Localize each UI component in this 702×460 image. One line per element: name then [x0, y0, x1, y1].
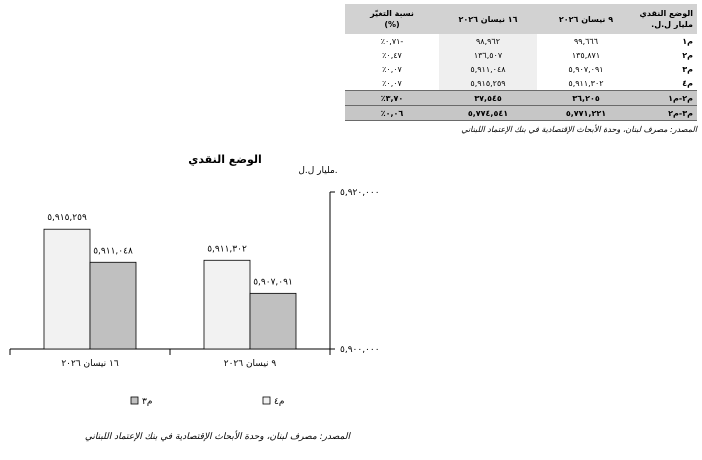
table-cell: ٥,٧٧١,٢٢١: [537, 106, 635, 121]
table-header: ٩ نيسان ٢٠٢٦: [537, 4, 635, 34]
table-cell: ٣٧,٥٤٥: [439, 91, 537, 106]
bar: [250, 293, 296, 349]
monetary-table: [345, 4, 697, 121]
table-cell: ٥,٩٠٧,٠٩١: [568, 64, 604, 74]
table-cell: م٢: [682, 50, 693, 60]
y-tick-label: ٥,٩٠٠,٠٠٠: [340, 345, 380, 355]
bar: [90, 262, 136, 349]
y-axis-label: مليار ل.ل.: [298, 166, 338, 176]
legend: [131, 397, 284, 407]
table-cell: ٥,٧٧٤,٥٤١: [439, 106, 537, 121]
table-cell: ٠,٠٧٪: [382, 78, 402, 88]
y-tick-label: ٥,٩٢٠,٠٠٠: [340, 188, 380, 198]
table-row: [345, 76, 697, 91]
table-cell: م٣-م٢: [635, 106, 697, 121]
table-cell: ٠,٠٧٪: [382, 64, 402, 74]
table-cell: م١: [682, 36, 693, 46]
table-cell: ١٣٥,٨٧١: [571, 50, 601, 60]
table-header: ١٦ نيسان ٢٠٢٦: [439, 4, 537, 34]
x-tick-label: ٩ نيسان ٢٠٢٦: [223, 359, 277, 369]
table-header: نسبة التغيّر (%): [345, 4, 439, 34]
data-label: ٥,٩١٥,٢٥٩: [47, 213, 87, 224]
table-row: [345, 62, 697, 76]
table-cell: -٠,٧١٪: [380, 36, 404, 46]
table-header-row: [345, 4, 697, 34]
table-cell: ١٣٦,٥٠٧: [439, 48, 537, 62]
table-row: [345, 48, 697, 62]
bar-chart: [0, 140, 702, 432]
table-cell: ٩٨,٩٦٢: [439, 34, 537, 48]
legend-swatch: [131, 397, 138, 404]
chart-title: الوضع النقدي: [188, 153, 262, 166]
table-cell: م٢-م١: [635, 91, 697, 106]
table-source-note: المصدر: مصرف لبنان، وحدة الأبحاث الإقتصادية في بنك الإعتماد اللبناني: [461, 125, 697, 134]
table-cell: ٥,٩١٥,٢٥٩: [439, 76, 537, 91]
table-cell: م٣: [682, 64, 693, 74]
table-cell: ٣,٧٠٪: [345, 91, 439, 106]
data-label: ٥,٩٠٧,٠٩١: [253, 277, 293, 288]
chart-source-note: المصدر: مصرف لبنان، وحدة الأبحاث الإقتصادية في بنك الإعتماد اللبناني: [84, 432, 350, 442]
table-cell: ٩٩,٦٦٦: [573, 36, 599, 46]
table-summary-row: [345, 106, 697, 121]
table-cell: ٠,٤٧٪: [382, 50, 402, 60]
table-header: الوضع النقدي مليار ل.ل.: [635, 4, 697, 34]
legend-label: م٣: [142, 397, 153, 407]
legend-swatch: [263, 397, 270, 404]
table-cell: ٥,٩١١,٠٤٨: [439, 62, 537, 76]
table-cell: م٤: [682, 78, 693, 88]
table-cell: ٣٦,٢٠٥: [537, 91, 635, 106]
data-label: ٥,٩١١,٣٠٢: [207, 244, 247, 255]
bar: [204, 260, 250, 349]
x-tick-label: ١٦ نيسان ٢٠٢٦: [61, 359, 119, 369]
data-label: ٥,٩١١,٠٤٨: [93, 246, 133, 257]
table-row: [345, 34, 697, 48]
table-cell: ٠,٠٦٪: [345, 106, 439, 121]
legend-label: م٤: [274, 397, 285, 407]
table-cell: ٥,٩١١,٣٠٢: [568, 78, 604, 88]
bar: [44, 229, 90, 349]
table-summary-row: [345, 91, 697, 106]
plot-area: [10, 188, 380, 369]
